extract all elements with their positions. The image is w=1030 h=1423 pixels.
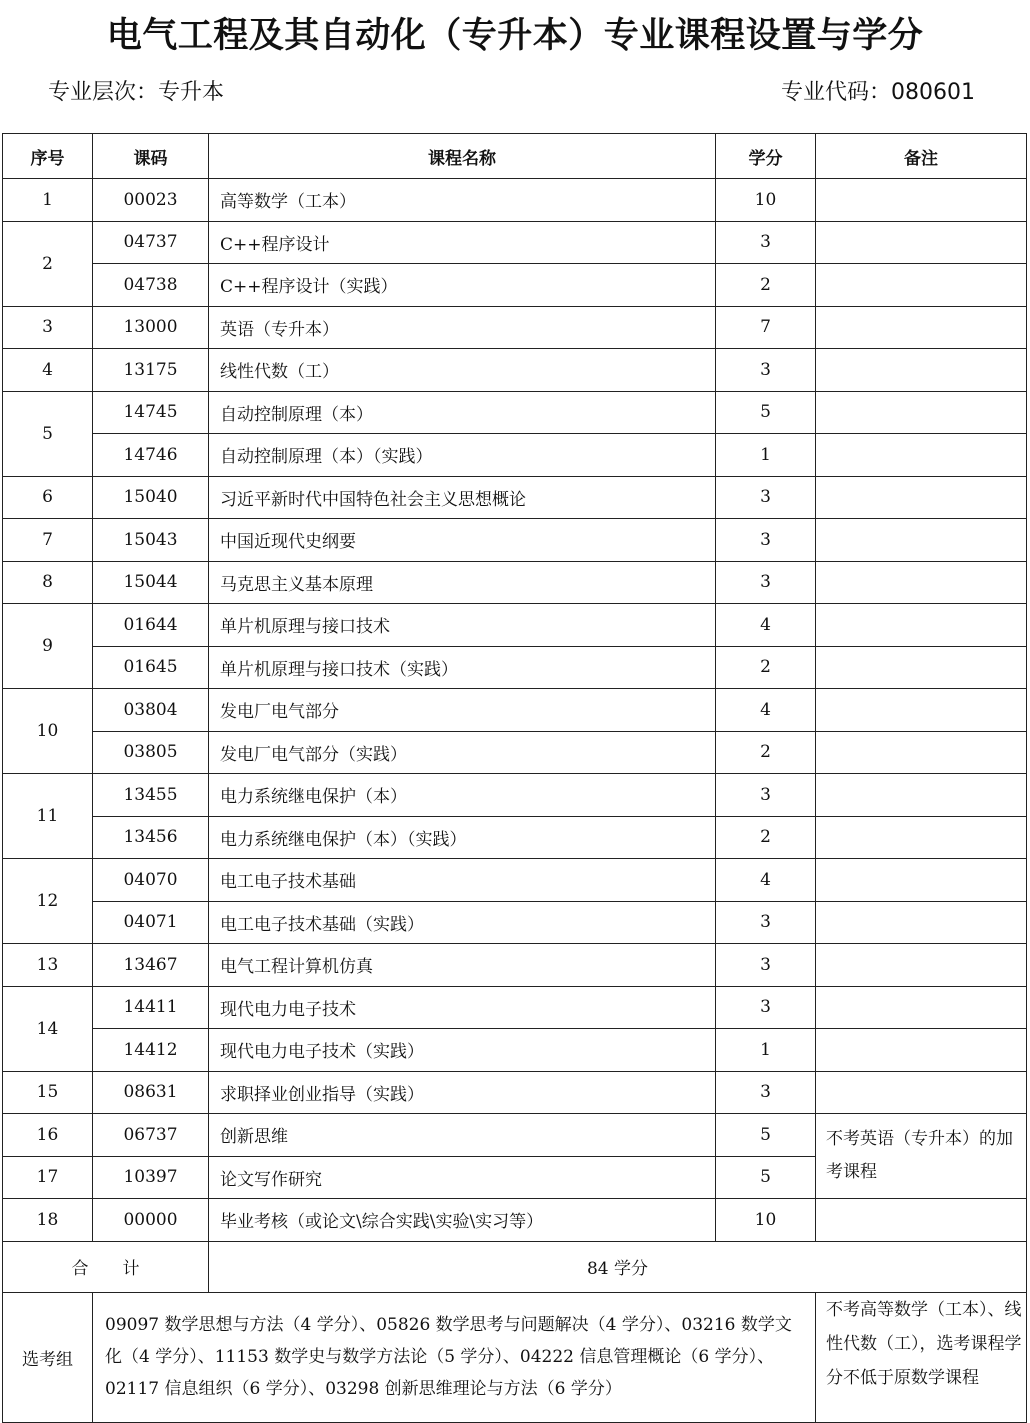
table-row (3, 1071, 1027, 1114)
seq-cell: 13 (3, 944, 93, 987)
name-cell: 现代电力电子技术 (209, 986, 716, 1029)
code-cell: 03805 (93, 731, 209, 774)
credit-cell: 1 (716, 1029, 816, 1072)
code-cell: 13467 (93, 944, 209, 987)
code-cell: 13175 (93, 349, 209, 392)
table-row (3, 179, 1027, 222)
note-cell (816, 519, 1027, 562)
table-row (3, 1114, 1027, 1157)
note-cell (816, 434, 1027, 477)
table-row (3, 944, 1027, 987)
note-cell (816, 1071, 1027, 1114)
credit-cell: 4 (716, 689, 816, 732)
seq-cell: 7 (3, 519, 93, 562)
credit-cell: 10 (716, 179, 816, 222)
credit-cell: 3 (716, 561, 816, 604)
credit-cell: 2 (716, 731, 816, 774)
code-cell: 06737 (93, 1114, 209, 1157)
table-row (3, 306, 1027, 349)
seq-cell: 4 (3, 349, 93, 392)
table-row (3, 519, 1027, 562)
note-cell (816, 901, 1027, 944)
code-cell: 14745 (93, 391, 209, 434)
name-cell: 电力系统继电保护（本）（实践） (209, 816, 716, 859)
seq-cell: 10 (3, 689, 93, 774)
table-row (3, 986, 1027, 1029)
credit-cell: 5 (716, 1114, 816, 1157)
table-row (3, 646, 1027, 689)
seq-cell: 12 (3, 859, 93, 944)
note-cell (816, 179, 1027, 222)
table-row (3, 434, 1027, 477)
credit-cell: 4 (716, 859, 816, 902)
table-row (3, 264, 1027, 307)
credit-cell: 3 (716, 1071, 816, 1114)
course-table (2, 133, 1027, 1423)
credit-cell: 3 (716, 901, 816, 944)
name-cell: 马克思主义基本原理 (209, 561, 716, 604)
header-credit: 学分 (716, 134, 816, 179)
total-row (3, 1241, 1027, 1292)
code-cell: 01644 (93, 604, 209, 647)
seq-cell: 14 (3, 986, 93, 1071)
code-cell: 13456 (93, 816, 209, 859)
total-label: 合 计 (3, 1241, 209, 1292)
note-cell (816, 1029, 1027, 1072)
credit-cell: 5 (716, 391, 816, 434)
table-row (3, 859, 1027, 902)
table-header-row (3, 134, 1027, 179)
table-row (3, 1199, 1027, 1242)
table-row (3, 221, 1027, 264)
name-cell: 高等数学（工本） (209, 179, 716, 222)
code-cell: 14746 (93, 434, 209, 477)
credit-cell: 1 (716, 434, 816, 477)
major-level: 专业层次：专升本 (48, 80, 225, 105)
credit-cell: 3 (716, 774, 816, 817)
note-cell (816, 731, 1027, 774)
table-row (3, 774, 1027, 817)
note-cell (816, 306, 1027, 349)
code-cell: 00000 (93, 1199, 209, 1242)
table-row (3, 349, 1027, 392)
name-cell: 电工电子技术基础 (209, 859, 716, 902)
code-cell: 01645 (93, 646, 209, 689)
note-cell (816, 859, 1027, 902)
name-cell: 单片机原理与接口技术 (209, 604, 716, 647)
header-note: 备注 (816, 134, 1027, 179)
code-cell: 04070 (93, 859, 209, 902)
elective-note: 不考高等数学（工本）、线性代数（工），选考课程学分不低于原数学课程 (816, 1292, 1027, 1422)
seq-cell: 11 (3, 774, 93, 859)
note-cell (816, 689, 1027, 732)
credit-cell: 3 (716, 519, 816, 562)
seq-cell: 17 (3, 1156, 93, 1199)
code-cell: 15044 (93, 561, 209, 604)
seq-cell: 16 (3, 1114, 93, 1157)
name-cell: 中国近现代史纲要 (209, 519, 716, 562)
credit-cell: 2 (716, 646, 816, 689)
table-row (3, 1029, 1027, 1072)
note-cell (816, 1199, 1027, 1242)
code-cell: 00023 (93, 179, 209, 222)
table-row (3, 731, 1027, 774)
name-cell: 电工电子技术基础（实践） (209, 901, 716, 944)
credit-cell: 7 (716, 306, 816, 349)
table-row (3, 816, 1027, 859)
name-cell: 英语（专升本） (209, 306, 716, 349)
name-cell: 自动控制原理（本） (209, 391, 716, 434)
name-cell: 单片机原理与接口技术（实践） (209, 646, 716, 689)
name-cell: 自动控制原理（本）（实践） (209, 434, 716, 477)
note-cell (816, 774, 1027, 817)
table-row (3, 901, 1027, 944)
name-cell: 习近平新时代中国特色社会主义思想概论 (209, 476, 716, 519)
table-row (3, 689, 1027, 732)
seq-cell: 3 (3, 306, 93, 349)
note-cell (816, 816, 1027, 859)
seq-cell: 2 (3, 221, 93, 306)
name-cell: C++程序设计（实践） (209, 264, 716, 307)
note-cell (816, 561, 1027, 604)
credit-cell: 3 (716, 944, 816, 987)
credit-cell: 3 (716, 986, 816, 1029)
credit-cell: 4 (716, 604, 816, 647)
code-cell: 10397 (93, 1156, 209, 1199)
name-cell: C++程序设计 (209, 221, 716, 264)
code-cell: 08631 (93, 1071, 209, 1114)
seq-cell: 6 (3, 476, 93, 519)
code-cell: 03804 (93, 689, 209, 732)
seq-cell: 15 (3, 1071, 93, 1114)
name-cell: 求职择业创业指导（实践） (209, 1071, 716, 1114)
credit-cell: 2 (716, 264, 816, 307)
name-cell: 电力系统继电保护（本） (209, 774, 716, 817)
seq-cell: 5 (3, 391, 93, 476)
table-row (3, 604, 1027, 647)
note-cell (816, 944, 1027, 987)
elective-row (3, 1292, 1027, 1422)
major-code: 专业代码：080601 (781, 80, 975, 105)
seq-cell: 8 (3, 561, 93, 604)
credit-cell: 3 (716, 349, 816, 392)
name-cell: 发电厂电气部分（实践） (209, 731, 716, 774)
name-cell: 论文写作研究 (209, 1156, 716, 1199)
table-row (3, 561, 1027, 604)
credit-cell: 2 (716, 816, 816, 859)
note-cell (816, 349, 1027, 392)
code-cell: 13455 (93, 774, 209, 817)
header-seq: 序号 (3, 134, 93, 179)
code-cell: 14411 (93, 986, 209, 1029)
code-cell: 04738 (93, 264, 209, 307)
note-cell (816, 646, 1027, 689)
table-row (3, 476, 1027, 519)
note-cell (816, 264, 1027, 307)
code-cell: 14412 (93, 1029, 209, 1072)
name-cell: 现代电力电子技术（实践） (209, 1029, 716, 1072)
code-cell: 15040 (93, 476, 209, 519)
code-cell: 13000 (93, 306, 209, 349)
note-cell (816, 391, 1027, 434)
name-cell: 线性代数（工） (209, 349, 716, 392)
header-code: 课码 (93, 134, 209, 179)
header-name: 课程名称 (209, 134, 716, 179)
code-cell: 15043 (93, 519, 209, 562)
note-cell (816, 604, 1027, 647)
credit-cell: 3 (716, 476, 816, 519)
credit-cell: 5 (716, 1156, 816, 1199)
seq-cell: 1 (3, 179, 93, 222)
seq-cell: 9 (3, 604, 93, 689)
seq-cell: 18 (3, 1199, 93, 1242)
name-cell: 电气工程计算机仿真 (209, 944, 716, 987)
page-title: 电气工程及其自动化（专升本）专业课程设置与学分 (106, 16, 924, 56)
credit-cell: 10 (716, 1199, 816, 1242)
name-cell: 发电厂电气部分 (209, 689, 716, 732)
name-cell: 毕业考核（或论文\综合实践\实验\实习等） (209, 1199, 716, 1242)
total-value: 84 学分 (209, 1241, 1027, 1292)
note-cell (816, 221, 1027, 264)
elective-courses: 09097 数学思想与方法（4 学分）、05826 数学思考与问题解决（4 学分）、03216 数学文化（4 学分）、11153 数学史与数学方法论（5 学分）、04222 信息管理概论（6 学分）、02117 信息组织（6 学分）、03298 创新思维理论与方法（6 学分） (93, 1292, 816, 1422)
credit-cell: 3 (716, 221, 816, 264)
code-cell: 04071 (93, 901, 209, 944)
table-row (3, 391, 1027, 434)
note-cell (816, 986, 1027, 1029)
code-cell: 04737 (93, 221, 209, 264)
name-cell: 创新思维 (209, 1114, 716, 1157)
elective-label: 选考组 (3, 1292, 93, 1422)
note-cell (816, 476, 1027, 519)
note-cell-extra-exam: 不考英语（专升本）的加考课程 (816, 1114, 1027, 1199)
